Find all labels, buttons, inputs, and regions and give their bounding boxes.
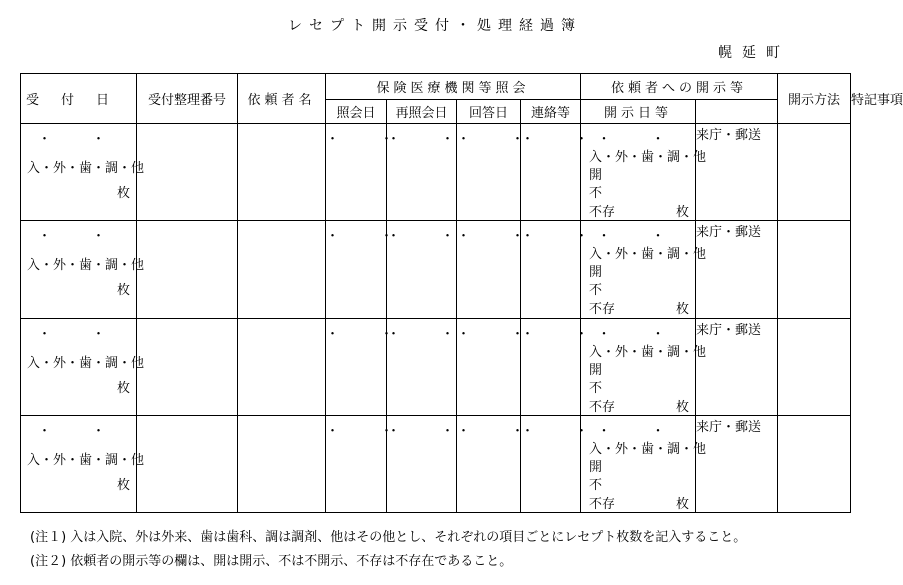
category-list: 入・外・歯・調・他: [27, 258, 145, 274]
reply-date-cell[interactable]: [457, 318, 539, 415]
category-list: 入・外・歯・調・他: [27, 161, 145, 177]
header-inquiry-date: 照会日: [326, 100, 387, 124]
date-dots: ・ ・: [387, 326, 469, 342]
disclosed-label: 開: [589, 459, 603, 475]
header-contact: 連絡等: [521, 100, 581, 124]
date-dots: ・ ・: [37, 423, 119, 439]
re-inquiry-date-cell[interactable]: [387, 124, 469, 221]
sheet-count-unit: 枚: [116, 186, 130, 202]
not-disclosed-label: 不: [589, 186, 603, 202]
not-exist-label: 不存: [589, 205, 616, 221]
date-dots: ・ ・: [457, 229, 539, 245]
date-dots: ・ ・: [597, 423, 679, 439]
disclosure-date-cell[interactable]: [581, 124, 707, 221]
date-dots: ・ ・: [457, 326, 539, 342]
reply-date-cell[interactable]: [457, 124, 539, 221]
category-list: 入・外・歯・調・他: [589, 150, 707, 166]
method-options: 来庁・郵送: [696, 419, 762, 435]
ledger-row: [21, 318, 851, 415]
disclosure-date-cell[interactable]: [581, 415, 707, 512]
sheet-count-unit: 枚: [676, 496, 690, 512]
disclosure-date-cell[interactable]: [581, 318, 707, 415]
date-dots: ・ ・: [521, 132, 603, 148]
date-dots: ・ ・: [326, 229, 408, 245]
method-options: 来庁・郵送: [696, 225, 762, 241]
remarks-cell[interactable]: [778, 415, 851, 512]
header-re-inquiry-date: 再照会日: [387, 100, 457, 124]
inquiry-date-cell[interactable]: [326, 318, 408, 415]
disclosure-method-cell[interactable]: [696, 415, 778, 512]
page-title: レセプト開示受付・処理経過簿: [288, 18, 582, 34]
date-dots: ・ ・: [37, 326, 119, 342]
disclosure-date-cell[interactable]: [581, 221, 707, 318]
not-exist-label: 不存: [589, 399, 616, 415]
header-insurance-inquiry: 保険医療機関等照会: [326, 74, 581, 100]
inquiry-date-cell[interactable]: [326, 221, 408, 318]
header-receipt-number: 受付整理番号: [137, 74, 238, 124]
disclosure-method-cell[interactable]: [696, 318, 778, 415]
not-disclosed-label: 不: [589, 477, 603, 493]
date-dots: ・ ・: [597, 229, 679, 245]
sheet-count-unit: 枚: [116, 380, 130, 396]
date-dots: ・ ・: [387, 423, 469, 439]
remarks-cell[interactable]: [778, 221, 851, 318]
ledger-table: 受付日 受付整理番号 依頼者名 保険医療機関等照会 依頼者への開示等 開示方法 特記事項 照会日 再照会日 回答日 連絡等 開示日等 ・ ・ 入・外・歯・調・他 枚 ・ ・ ・ ・ ・ ・ ・ ・ ・ ・ 入・外・歯・調・他 開 不 不存 枚 来庁・郵送 ・ ・ 入・外・歯・調・他 枚 ・ ・ ・ ・ ・ ・ ・ ・ ・ ・ 入・外・歯・調・他 開 不 不存 枚 来庁・郵送 ・ ・ 入・外・歯・調・他 枚 ・ ・ ・ ・ ・ ・ ・ ・ ・ ・ 入・外・歯・調・他 開 不 不存 枚 来庁・郵送 ・ ・ 入・外・歯・調・他 枚 ・ ・ ・ ・ ・ ・ ・ ・ ・ ・ 入・外・歯・調・他 開 不 不存 枚 来庁・郵送: [20, 73, 851, 513]
header-disclosure-method: 開示方法: [778, 74, 851, 124]
inquiry-date-cell[interactable]: [326, 415, 408, 512]
requester-name-cell[interactable]: [238, 415, 326, 512]
date-dots: ・ ・: [387, 229, 469, 245]
received-date-cell[interactable]: [21, 124, 145, 221]
method-options: 来庁・郵送: [696, 322, 762, 338]
category-list: 入・外・歯・調・他: [589, 441, 707, 457]
disclosed-label: 開: [589, 362, 603, 378]
sheet-count-unit: 枚: [116, 477, 130, 493]
receipt-number-cell[interactable]: [137, 221, 238, 318]
date-dots: ・ ・: [521, 326, 603, 342]
category-list: 入・外・歯・調・他: [589, 344, 707, 360]
receipt-number-cell[interactable]: [137, 415, 238, 512]
ledger-row: [21, 221, 851, 318]
requester-name-cell[interactable]: [238, 221, 326, 318]
sheet-count-unit: 枚: [676, 205, 690, 221]
disclosure-method-cell[interactable]: [696, 221, 778, 318]
receipt-number-cell[interactable]: [137, 318, 238, 415]
header-disclosure-date: 開示日等: [581, 100, 696, 124]
date-dots: ・ ・: [387, 132, 469, 148]
header-reply-date: 回答日: [457, 100, 521, 124]
date-dots: ・ ・: [457, 423, 539, 439]
disclosure-method-cell[interactable]: [696, 124, 778, 221]
disclosed-label: 開: [589, 168, 603, 184]
date-dots: ・ ・: [37, 132, 119, 148]
receipt-number-cell[interactable]: [137, 124, 238, 221]
sheet-count-unit: 枚: [676, 302, 690, 318]
category-list: 入・外・歯・調・他: [589, 247, 707, 263]
re-inquiry-date-cell[interactable]: [387, 415, 469, 512]
date-dots: ・ ・: [521, 229, 603, 245]
reply-date-cell[interactable]: [457, 221, 539, 318]
date-dots: ・ ・: [326, 326, 408, 342]
category-list: 入・外・歯・調・他: [27, 452, 145, 468]
requester-name-cell[interactable]: [238, 124, 326, 221]
date-dots: ・ ・: [521, 423, 603, 439]
category-list: 入・外・歯・調・他: [27, 355, 145, 371]
town-name: 幌延町: [718, 45, 790, 61]
requester-name-cell[interactable]: [238, 318, 326, 415]
ledger-row: [21, 124, 851, 221]
received-date-cell[interactable]: [21, 221, 145, 318]
date-dots: ・ ・: [597, 326, 679, 342]
sheet-count-unit: 枚: [676, 399, 690, 415]
re-inquiry-date-cell[interactable]: [387, 221, 469, 318]
method-options: 来庁・郵送: [696, 128, 762, 144]
date-dots: ・ ・: [457, 132, 539, 148]
not-exist-label: 不存: [589, 496, 616, 512]
sheet-count-unit: 枚: [116, 283, 130, 299]
note-2: (注２) 依頼者の開示等の欄は、開は開示、不は不開示、不存は不存在であること。: [30, 554, 513, 569]
not-disclosed-label: 不: [589, 380, 603, 396]
remarks-cell[interactable]: [778, 124, 851, 221]
date-dots: ・ ・: [37, 229, 119, 245]
not-exist-label: 不存: [589, 302, 616, 318]
received-date-cell[interactable]: [21, 318, 145, 415]
remarks-cell[interactable]: [778, 318, 851, 415]
date-dots: ・ ・: [326, 423, 408, 439]
received-date-cell[interactable]: [21, 415, 145, 512]
reply-date-cell[interactable]: [457, 415, 539, 512]
disclosed-label: 開: [589, 265, 603, 281]
header-requester-name: 依頼者名: [238, 74, 326, 124]
header-received-date: 受付日: [21, 74, 137, 124]
date-dots: ・ ・: [597, 132, 679, 148]
re-inquiry-date-cell[interactable]: [387, 318, 469, 415]
note-1: (注１) 入は入院、外は外来、歯は歯科、調は調剤、他はその他とし、それぞれの項目ごとにレセプト枚数を記入すること。: [30, 530, 747, 545]
ledger-row: [21, 415, 851, 512]
date-dots: ・ ・: [326, 132, 408, 148]
header-requester-disclosure: 依頼者への開示等: [581, 74, 778, 100]
inquiry-date-cell[interactable]: [326, 124, 408, 221]
not-disclosed-label: 不: [589, 283, 603, 299]
